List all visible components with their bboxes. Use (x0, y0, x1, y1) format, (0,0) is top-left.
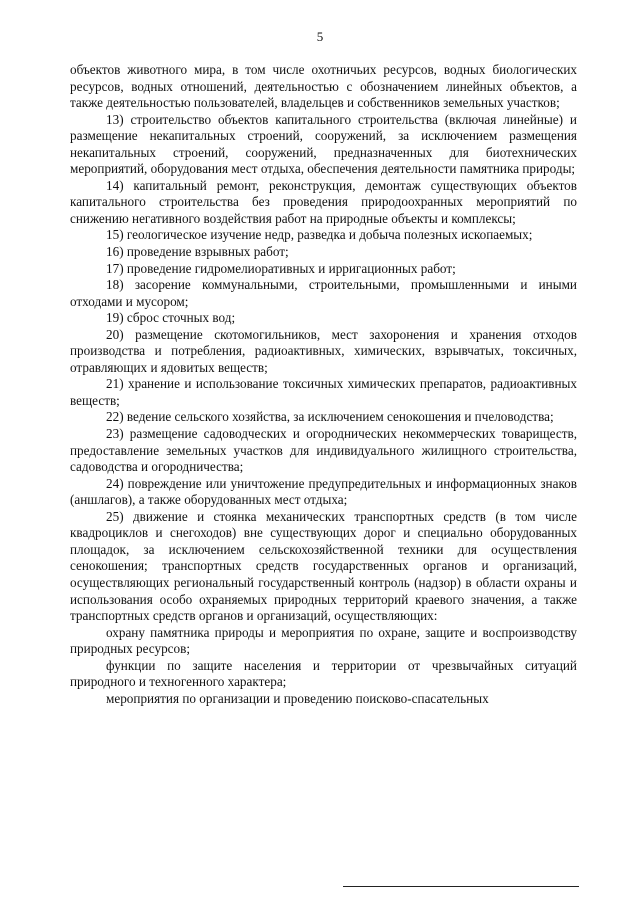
paragraph-item-23: 23) размещение садоводческих и огороднических некоммерческих товариществ, предоставление земельных участков для индивидуального жилищного строительства, садоводства и огородничества; (70, 426, 577, 475)
paragraph-item-15: 15) геологическое изучение недр, разведка и добыча полезных ископаемых; (106, 227, 533, 243)
paragraph-subitem-rescue: мероприятия по организации и проведению поисково-спасательных (106, 690, 489, 706)
paragraph-item-13: 13) строительство объектов капитального строительства (включая линейные) и размещение некапитальных строений, сооружений, за исключением размещения некапитальных строений, сооружений, предназначенных для биотехнических мероприятий, оборудования мест отдыха, обеспечения деятельности памятника природы; (70, 111, 577, 177)
paragraph-item-24: 24) повреждение или уничтожение предупредительных и информационных знаков (аншлагов), а также оборудованных мест отдыха; (70, 475, 577, 508)
paragraph-item-22: 22) ведение сельского хозяйства, за исключением сенокошения и пчеловодства; (106, 409, 554, 425)
document-body (70, 62, 577, 707)
paragraph-item-21: 21) хранение и использование токсичных химических препаратов, радиоактивных веществ; (70, 376, 577, 408)
paragraph-item-20: 20) размещение скотомогильников, мест захоронения и хранения отходов производства и потребления, радиоактивных, химических, взрывчатых, токсичных, отравляющих и ядовитых веществ; (70, 326, 577, 375)
paragraph-item-19: 19) сброс сточных вод; (106, 310, 236, 326)
paragraph-continuation: объектов животного мира, в том числе охотничьих ресурсов, водных биологических ресурсов, водных отношений, деятельностью с обозначением линейных объектов, а также деятельностью пользователей, владельцев и собственников земельных участков; (70, 62, 577, 111)
paragraph-item-25: 25) движение и стоянка механических транспортных средств (в том числе квадроциклов и снегоходов) вне существующих дорог и специально оборудованных площадок, за исключением сельскохозяйственной техники для осуществления сенокошения; транспортных средств государственных органов и организаций, осуществляющих региональный государственный контроль (надзор) в области охраны и использования особо охраняемых природных территорий краевого значения, а также транспортных средств органов и организаций, осуществляющих: (70, 508, 577, 624)
paragraph-subitem-protection: охрану памятника природы и мероприятия по охране, защите и воспроизводству природных ресурсов; (70, 624, 577, 657)
paragraph-item-18: 18) засорение коммунальными, строительными, промышленными и иными отходами и мусором; (70, 277, 577, 309)
footer-rule (343, 886, 579, 887)
paragraph-item-17: 17) проведение гидромелиоративных и ирригационных работ; (106, 260, 456, 276)
paragraph-subitem-emergency: функции по защите населения и территории от чрезвычайных ситуаций природного и техногенного характера; (70, 657, 577, 690)
paragraph-item-16: 16) проведение взрывных работ; (106, 244, 289, 260)
paragraph-item-14: 14) капитальный ремонт, реконструкция, демонтаж существующих объектов капитального строительства без проведения природоохранных мероприятий по снижению негативного воздействия работ на природные объекты и комплексы; (70, 177, 577, 226)
page-number: 5 (316, 29, 324, 44)
